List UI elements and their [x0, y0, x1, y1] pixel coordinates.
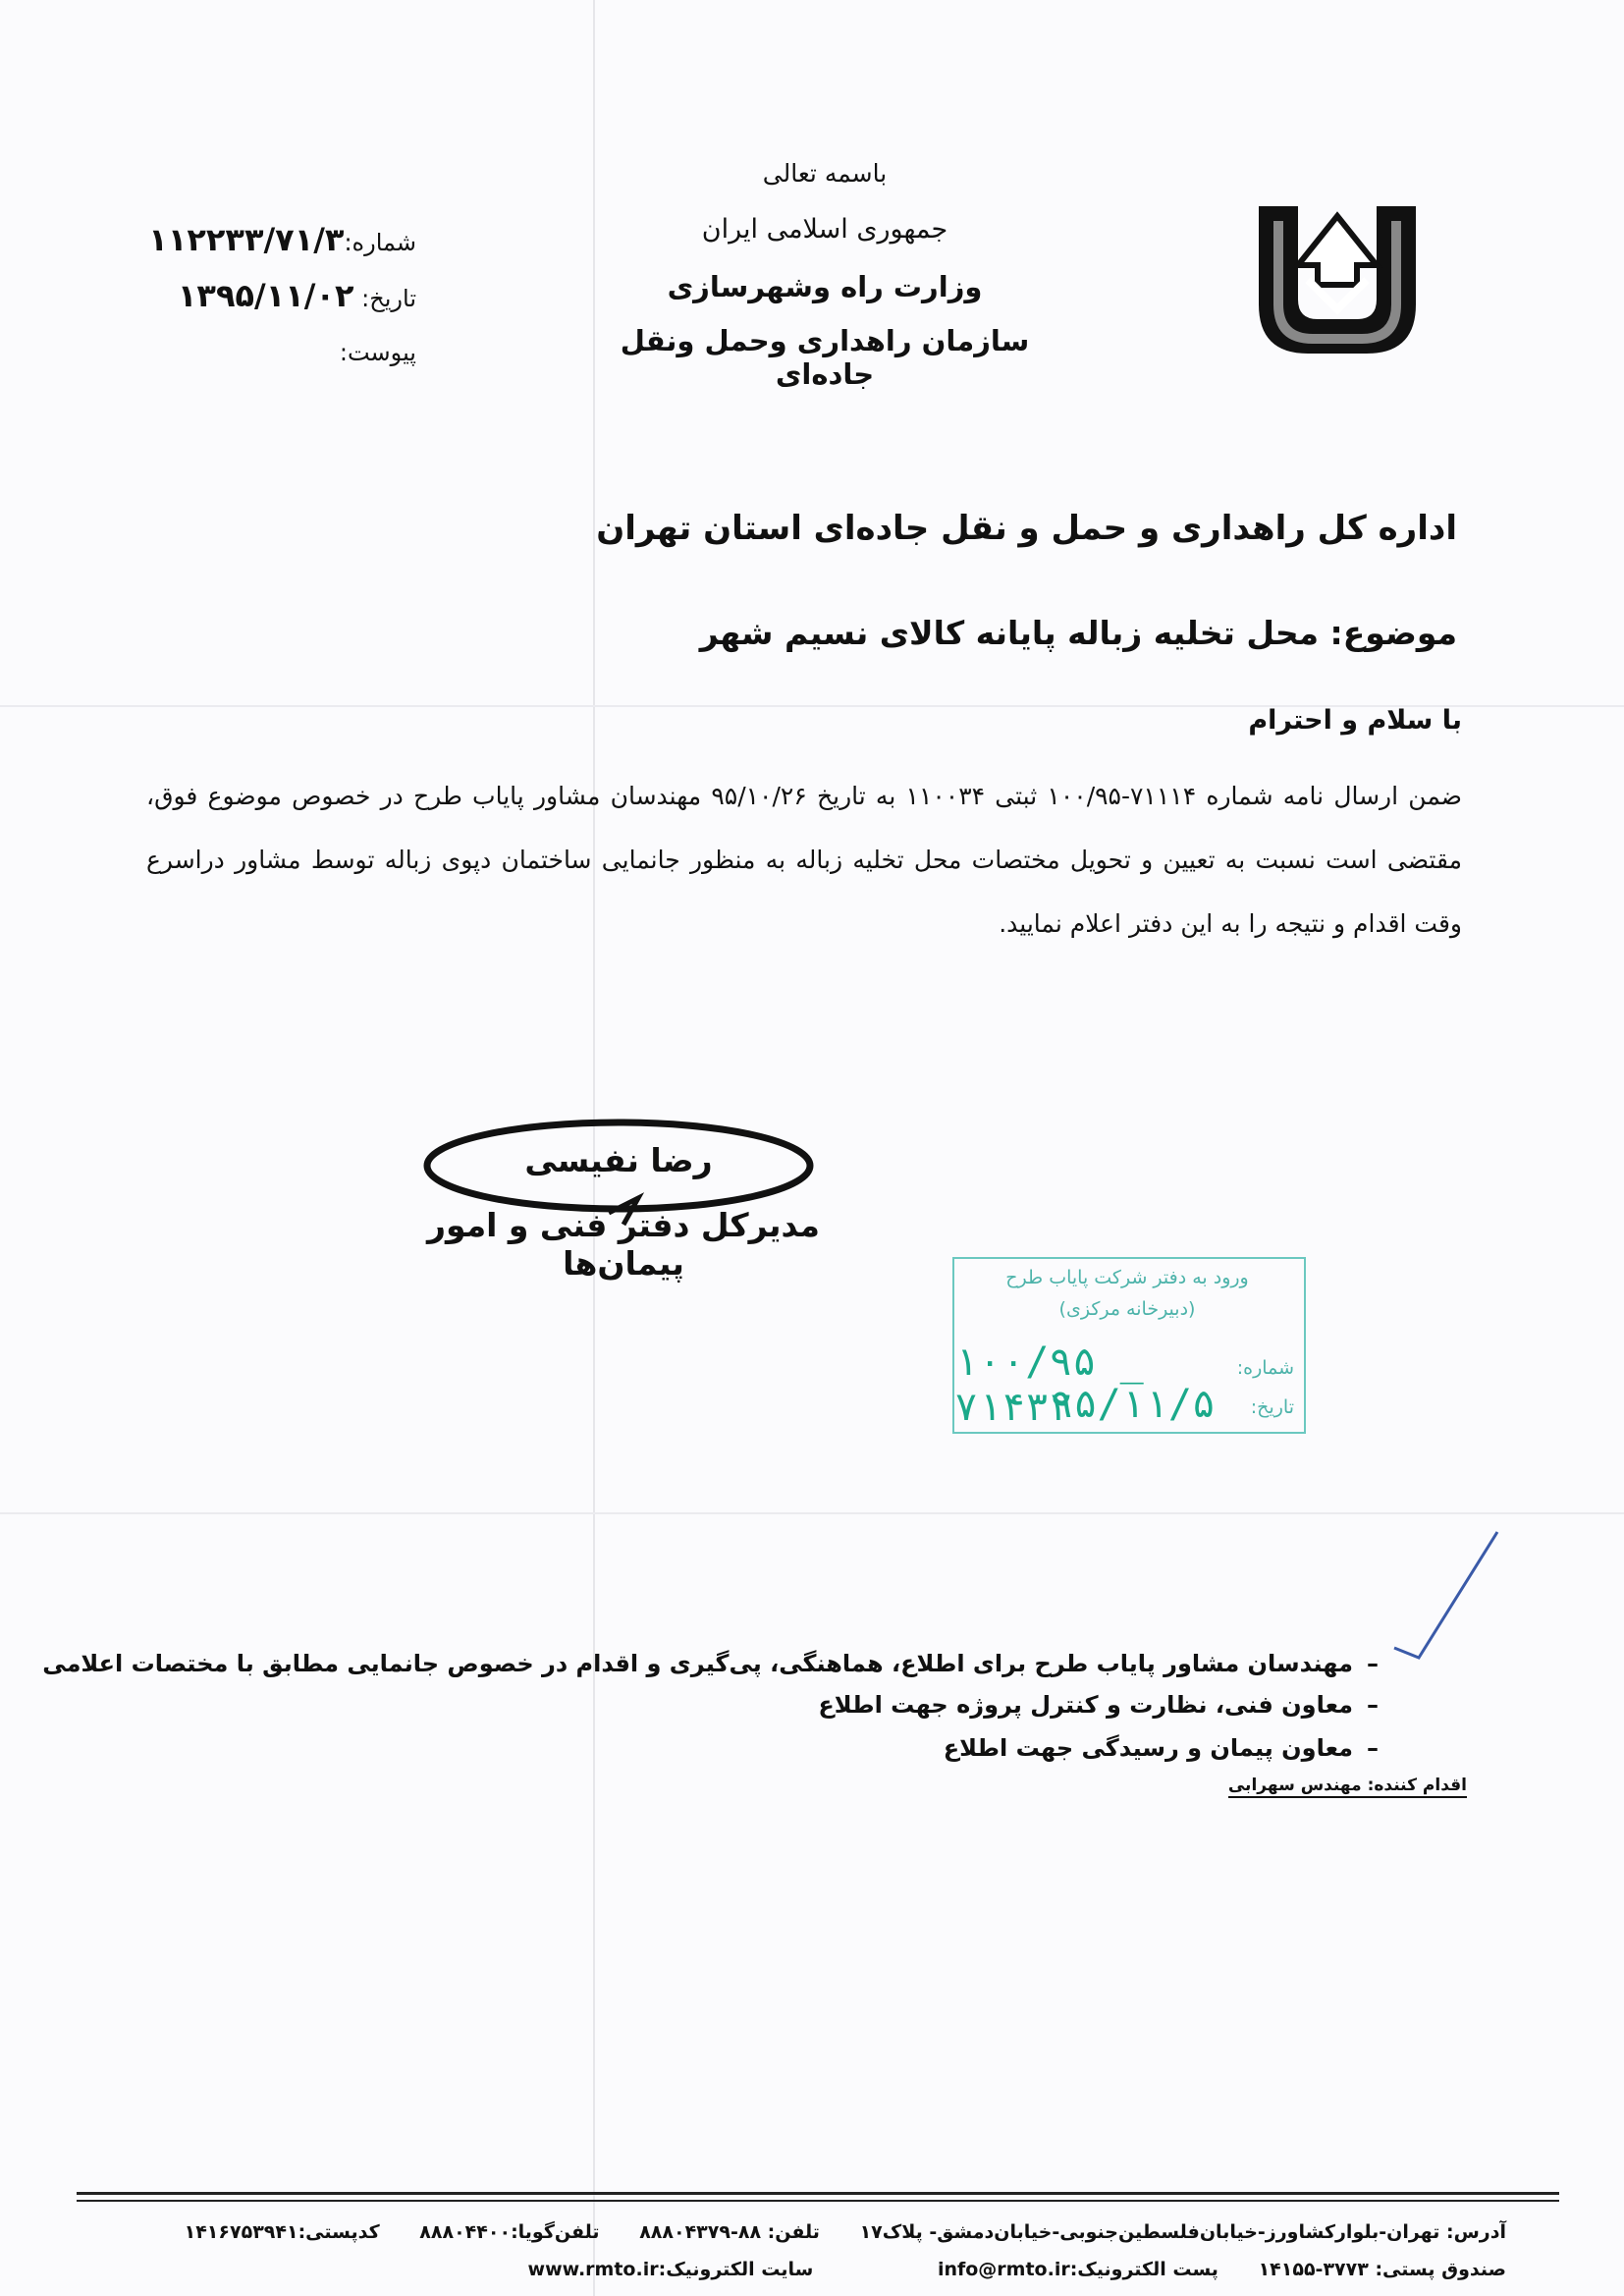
signer-name: رضا نفیسی: [524, 1141, 713, 1179]
attachment-label: پیوست:: [339, 339, 416, 366]
letter-body: ضمن ارسال نامه شماره ۷۱۱۱۴-۱۰۰/۹۵ ثبتی ۱۱۰۰۳۴ به تاریخ ۹۵/۱۰/۲۶ مهندسان مشاور پایاب طرح در خصوص موضوع فوق، مقتضی است نسبت به تعیین و تحویل مختصات محل تخلیه زباله به منظور جانمایی ساختمان دپوی زباله توسط مشاور دراسرع وقت اقدام و نتیجه را به این دفتر اعلام نمایید.: [146, 782, 1462, 938]
rmto-logo-icon: [1239, 187, 1435, 368]
signer-title: مدیرکل دفتر فنی و امور پیمان‌ها: [427, 1206, 820, 1283]
receipt-stamp: [952, 1257, 1306, 1434]
footer-address: آدرس: تهران-بلوارکشاورز-خیابان‌فلسطین‌جنوبی-خیابان‌دمشق- پلاک۱۷: [859, 2221, 1506, 2243]
stamp-number-label: شماره:: [1236, 1357, 1294, 1379]
footer-line-1: [151, 2221, 1506, 2243]
stamp-date-value: ۹۵/۱۱/۵: [1050, 1382, 1216, 1427]
footer-line-2: [495, 2259, 1506, 2280]
cc-item: –معاون پیمان و رسیدگی جهت اطلاع: [943, 1734, 1379, 1762]
date-label: تاریخ:: [361, 285, 416, 312]
fold-line-horizontal: [0, 1512, 1624, 1514]
cc-item: –معاون فنی، نظارت و کنترل پروژه جهت اطلاع: [818, 1691, 1379, 1719]
number-label: شماره:: [344, 229, 416, 256]
footer-website[interactable]: سایت الکترونیک:www.rmto.ir: [527, 2259, 814, 2280]
organization-name: سازمان راهداری وحمل ونقل جاده‌ای: [620, 324, 1030, 391]
stamp-subtitle: (دبیرخانه مرکزی): [1058, 1298, 1196, 1320]
basmeh-text: باسمه تعالی: [762, 159, 888, 188]
letter-number: [148, 221, 416, 258]
subject: موضوع: محل تخلیه زباله پایانه کالای نسیم شهر: [699, 614, 1457, 652]
footer-postal-code: کدپستی:۱۴۱۶۷۵۳۹۴۱: [184, 2221, 380, 2243]
footer-phone-gouya: تلفن‌گویا:۸۸۸۰۴۴۰۰: [419, 2221, 600, 2243]
cc-item: –مهندسان مشاور پایاب طرح برای اطلاع، هماهنگی، پی‌گیری و اقدام در خصوص جانمایی مطابق با مختصات اعلامی: [42, 1650, 1379, 1677]
letter-date: [178, 277, 416, 314]
stamp-date-label: تاریخ:: [1250, 1396, 1294, 1418]
footer-phone: تلفن: ۸۸-۸۸۸۰۴۳۷۹: [639, 2221, 820, 2243]
action-officer: اقدام کننده: مهندس سهرابی: [1228, 1776, 1467, 1798]
stamp-title: ورود به دفتر شرکت پایاب طرح: [1005, 1267, 1249, 1288]
checkmark-icon: [1375, 1522, 1502, 1669]
number-value: ۱۱۲۲۳۳/۷۱/۳: [148, 221, 345, 258]
stamp-number-value: ۱۰۰/۹۵ _ ۷۱۴۳۲: [954, 1339, 1144, 1430]
country-name: جمهوری اسلامی ایران: [701, 214, 948, 245]
footer-po-box: صندوق پستی: ۳۷۷۳-۱۴۱۵۵: [1258, 2259, 1506, 2280]
recipient: اداره کل راهداری و حمل و نقل جاده‌ای استان تهران: [596, 509, 1457, 548]
date-value: ۱۳۹۵/۱۱/۰۲: [177, 277, 354, 314]
ministry-name: وزارت راه وشهرسازی: [667, 270, 983, 303]
letter-attachment: [340, 339, 416, 366]
footer-email[interactable]: پست الکترونیک:info@rmto.ir: [937, 2259, 1218, 2280]
footer-rule: [77, 2200, 1559, 2202]
greeting: با سلام و احترام: [1248, 705, 1462, 736]
footer-rule: [77, 2192, 1559, 2195]
